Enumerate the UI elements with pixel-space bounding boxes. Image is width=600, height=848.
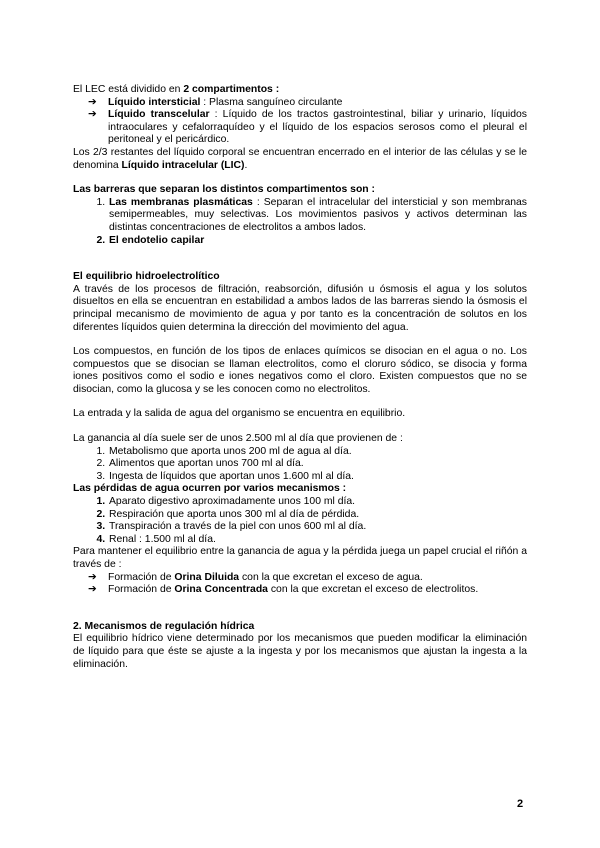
list-item: 1. Las membranas plasmáticas : Separan el intracelular del intersticial y son membranas semipermeables, muy selectivas. Los movimientos pasivos y activos determinan las distintas concentraciones de electrolitos a ambos lados. xyxy=(108,197,527,235)
page-number: 2 xyxy=(517,798,524,810)
equilibrio-paragraph-2: Los compuestos, en función de los tipos de enlaces químicos se disocian en el agua o no. Los compuestos que se disocian se llaman electrolitos, como el cloruro sódico, se disocia y forma iones positivos como el sodio e iones negativos como el cloro. Existen compuestos que no se disocian, como la glucosa y se les conocen como no electrolitos. xyxy=(73,346,527,395)
equilibrio-title: El equilibrio hidroelectrolítico xyxy=(73,271,220,283)
arrow-icon: ➔ xyxy=(88,571,97,583)
list-item: 2. El endotelio capilar xyxy=(108,235,527,248)
barreras-list xyxy=(73,197,527,247)
rinon-list xyxy=(73,572,527,597)
list-item: 3. Transpiración a través de la piel con unos 600 ml al día. xyxy=(108,521,527,534)
ganancia-intro: La ganancia al día suele ser de unos 2.500 ml al día que provienen de : xyxy=(73,433,403,445)
list-item: ➔ Líquido intersticial : Plasma sanguíneo circulante xyxy=(88,96,343,108)
list-item: ➔ Formación de Orina Diluida con la que excretan el exceso de agua. xyxy=(88,571,423,583)
lec-list xyxy=(73,97,527,147)
list-item: 1. Aparato digestivo aproximadamente unos 100 ml día. xyxy=(108,496,527,509)
rinon-paragraph: Para mantener el equilibrio entre la ganancia de agua y la pérdida juega un papel crucial el riñón a través de : xyxy=(73,546,527,570)
list-item: 2. Respiración que aporta unos 300 ml al día de pérdida. xyxy=(108,509,527,522)
list-item: 2. Alimentos que aportan unos 700 ml al día. xyxy=(108,458,527,471)
ganancia-list xyxy=(73,446,527,484)
document-page xyxy=(73,84,527,671)
arrow-icon: ➔ xyxy=(88,109,97,121)
list-item: 3. Ingesta de líquidos que aportan unos 1.600 ml al día. xyxy=(108,471,527,484)
perdidas-list xyxy=(73,496,527,546)
equilibrio-paragraph-1: A través de los procesos de filtración, reabsorción, difusión u ósmosis el agua y los solutos disueltos en ella se encuentran en estabilidad a ambos lados de las barreras siendo la ósmosis el principal mecanismo de movimiento de agua y por tanto es la concentración de solutos en los diferentes líquidos quien determina la dirección del movimiento del agua. xyxy=(73,283,527,333)
section-2-paragraph: El equilibrio hídrico viene determinado por los mecanismos que pueden modificar la eliminación de líquido para que éste se ajuste a la ingesta y por los mecanismos que ajustan la ingesta a la eliminación. xyxy=(73,633,527,670)
section-2-title: 2. Mecanismos de regulación hídrica xyxy=(73,620,255,632)
list-item: ➔ Líquido transcelular : Líquido de los tractos gastrointestinal, biliar y urinario, líquidos intraoculares y cefalorraquídeo y el líquido de los espacios serosos como el pleural el peritoneal y el pericárdico. xyxy=(88,109,527,146)
lic-paragraph: Los 2/3 restantes del líquido corporal se encuentran encerrado en el interior de las células y se le denomina Líquido intracelular (LIC). xyxy=(73,146,527,171)
list-item: 4. Renal : 1.500 ml al día. xyxy=(108,534,527,547)
barreras-title: Las barreras que separan los distintos compartimentos son : xyxy=(73,184,375,196)
arrow-icon: ➔ xyxy=(88,96,97,108)
perdidas-title: Las pérdidas de agua ocurren por varios mecanismos : xyxy=(73,483,347,495)
arrow-icon: ➔ xyxy=(88,584,97,596)
list-item: ➔ Formación de Orina Concentrada con la que excretan el exceso de electrolitos. xyxy=(88,584,479,596)
list-item: 1. Metabolismo que aporta unos 200 ml de agua al día. xyxy=(108,446,527,459)
equilibrio-paragraph-3: La entrada y la salida de agua del organismo se encuentra en equilibrio. xyxy=(73,408,406,420)
lec-intro: El LEC está dividido en 2 compartimentos : xyxy=(73,84,280,95)
